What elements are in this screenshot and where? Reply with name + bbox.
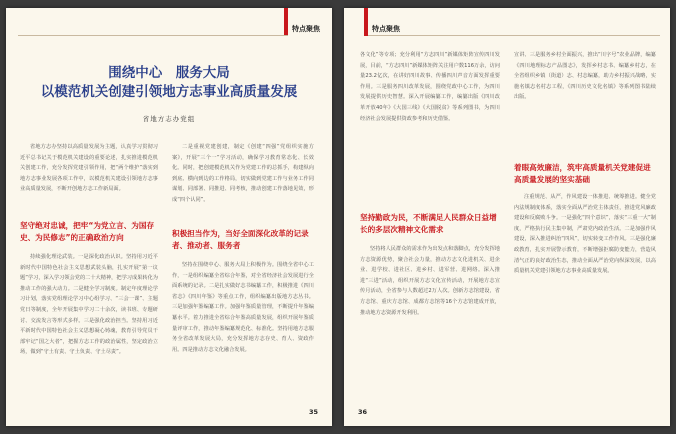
page-number: 35: [308, 408, 318, 416]
page-header: 特点聚焦: [372, 25, 400, 33]
section-heading-3: 坚持勤政为民，不断满足人民群众日益增长的多层次精神文化需求: [360, 213, 497, 234]
column-2-paragraph-2: 坚持在围绕中心、服务大局上积极作为。围绕全省中心工作，一是组织编纂全省综合年鉴，对全省经济社会发展进行全面系统的记录。二是扎实做好志书编纂工作，积极推进《四川省志》《四川年鉴》等重点工作，组织编纂出版地方志丛书。三是加强年鉴编纂工作。加强年鉴质量管理，不断提升年鉴编纂水平。着力推进全省综合年鉴高质量发展，组织开展年鉴质量评审工作，推动年鉴编纂规范化、标准化。坚持用地方志服务全省改革发展大局，充分发挥地方志存史、育人、资政作用。四是推动方志文化融合发展。: [172, 262, 314, 353]
intro-paragraph: 省地方志办坚持以高质量发展为主题，认真学习贯彻习近平总书记关于模范机关建设的重要论述，扎实推进模范机关创建工作，充分发挥党建引领作用，把“两个维护”落实到地方志事业发展各项工作中，以模范机关建设引领地方志事业高质量发展，不断开创地方志工作新局面。: [20, 144, 158, 193]
section-1-body: 持续强化理论武装。一是深化政治认识。坚持用习近平新时代中国特色社会主义思想武装头脑，扎实开展“第一议题”学习，深入学习领会党的二十大精神，把学习成果转化为推动工作的强大动力。二是健全学习制度。制定年度理论学习计划，落实党组理论学习中心组学习、“三会一课”、主题党日等制度，全年开展集中学习二十余次，读书班、专题研讨、交流发言等形式多样。三是强化政治担当。坚持用习近平新时代中国特色社会主义思想凝心铸魂，教育引导党员干部牢记“国之大者”，把握方志工作的政治属性，坚定政治立场，做到“守土有责、守土负责、守土尽责”。: [20, 254, 158, 356]
column-1-paragraph: 各文化”等专项；充分利用“方志四川”新媒体矩阵宣传四川发展，目前，“方志四川”新媒体矩阵关注用户数116万余，访问量23.2亿次，在讲好四川故事、传播四川声音方面发挥重要作用。三是服务四川改革发展，围绕党政中心工作，为四川发展提供历史智慧。深入开展编纂工作，编纂出版《四川改革开放40年》《大国三线》《大国脱贫》等系列图书，为四川经济社会发展提供资政参考和历史借鉴。: [360, 52, 500, 122]
article-author: 省地方志办党组: [142, 115, 196, 123]
column-2-paragraph-2: 注重规范、从严，作风建设一体推进、统筹推进。健全党内法规制度体系，落实全面从严治党主体责任，推进党风廉政建设和反腐败斗争。一是强化“四个意识”，落实“三重一大”制度，严格执行民主集中制，严肃党内政治生活。二是加强作风建设，深入推进纠治“四风”，切实转变工作作风。三是强化廉政教育，扎实开展警示教育，不断增强拒腐防变能力，营造风清气正的良好政治生态，推动全面从严治党向纵深发展，以高质量机关党建引领地方志事业高质量发展。: [514, 194, 656, 275]
column-1-paragraph-2: 坚持将人民群众的需求作为出发点和落脚点，充分发挥地方志资源优势，聚合社会力量，推动方志文化进机关、进企业、进学校、进社区、进乡村、进军营、进网络。深入推进“三进”活动，组织开展方志文化宣传活动，开展地方志宣传月活动，全省参与人数超过2万人次。创新方志馆建设，省方志馆、重庆方志馆、成都方志馆等16个方志馆建成开放，推动地方志资源开发利用。: [360, 246, 500, 316]
header-rule: [18, 35, 288, 36]
column-2-paragraph: 二是重视党建创建，制定《创建“四强”党组织实施方案》，开展“三个一”学习活动，确保学习教育常态化、长效化。同时，把创建模范机关作为党建工作的总抓手，构建纵向到底、横向到边的工作格局，切实做到党建工作与业务工作同谋划、同部署、同推进、同考核，推动创建工作落地见效，形成“四个认同”。: [172, 144, 314, 203]
article-title-line1: 围绕中心 服务大局: [108, 65, 230, 81]
header-accent-bar: [284, 8, 288, 36]
column-2-paragraph: 宣讲、三是服务乡村全面振兴，推出“川字号”农业品牌，编纂《四川地理标志产品图志》，发挥乡村志书、编纂乡村志，在全省组织乡镇（街道）志、村志编纂，助力乡村振兴战略，实施名镇志名村志工程，《四川历史文化名镇》等系列图书陆续出版。: [514, 52, 656, 101]
section-heading-2: 积极担当作为，当好全面深化改革的记录者、推动者、服务者: [172, 229, 309, 250]
article-title-line2: 以模范机关创建引领地方志事业高质量发展: [40, 84, 298, 100]
header-accent-bar: [364, 8, 368, 36]
page-number: 36: [358, 408, 368, 416]
section-heading-4: 着眼高效廉洁，筑牢高质量机关党建促进高质量发展的坚实基础: [514, 163, 651, 184]
page-35: [6, 8, 332, 426]
page-header: 特点聚焦: [292, 25, 320, 33]
header-rule: [368, 35, 660, 36]
section-heading-1: 坚守绝对忠诚，把牢“为党立言、为国存史、为民修志”的正确政治方向: [20, 221, 155, 242]
page-36: [344, 8, 670, 426]
